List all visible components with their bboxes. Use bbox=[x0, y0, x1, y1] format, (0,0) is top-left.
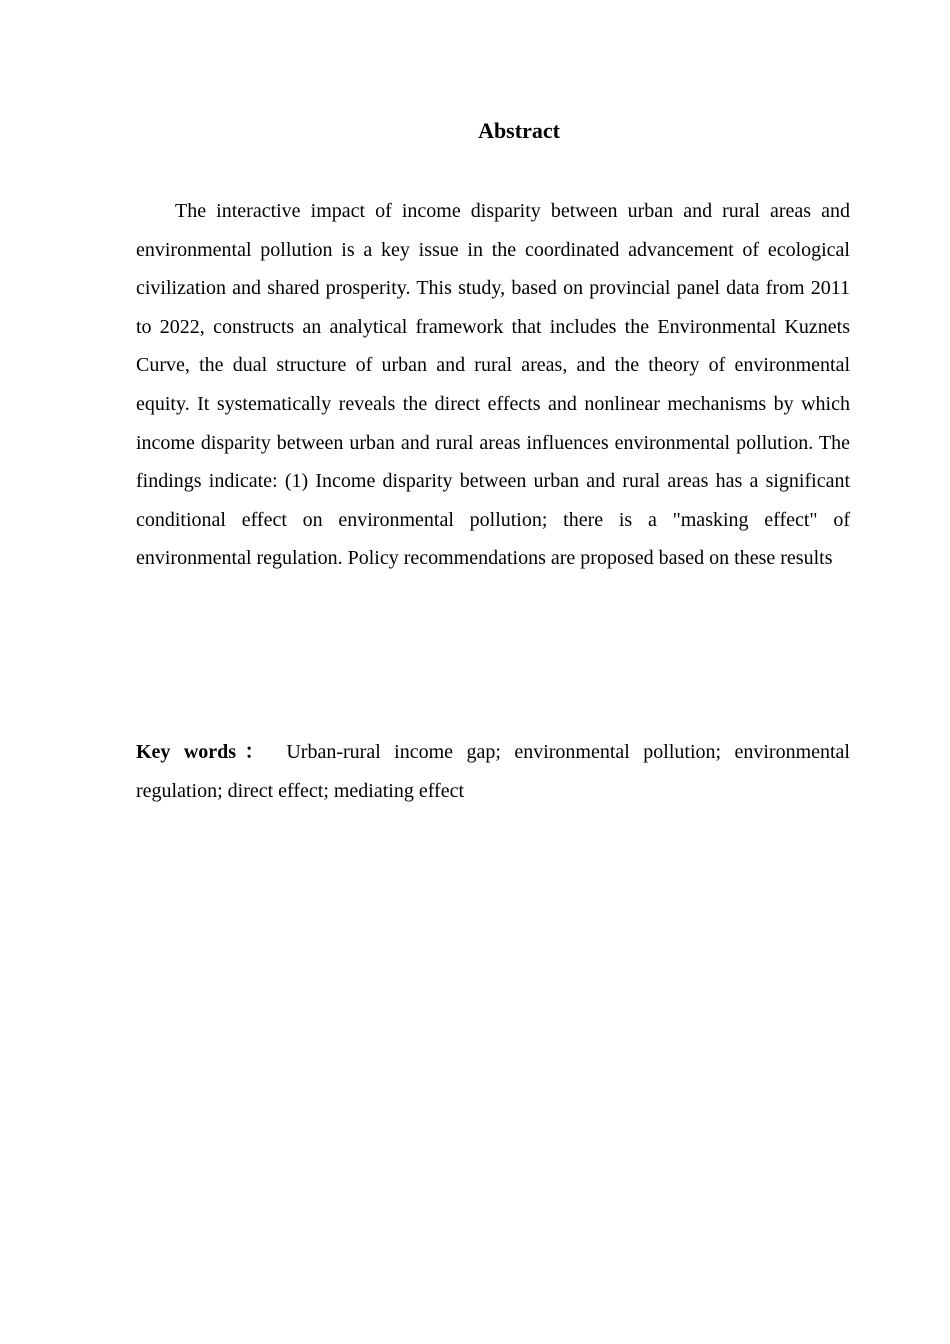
abstract-body: The interactive impact of income disparity between urban and rural areas and environmental pollution is a key issue in the coordinated advancement of ecological civilization and shared prosperity. This study, based on provincial panel data from 2011 to 2022, constructs an analytical framework that includes the Environmental Kuznets Curve, the dual structure of urban and rural areas, and the theory of environmental equity. It systematically reveals the direct effects and nonlinear mechanisms by which income disparity between urban and rural areas influences environmental pollution. The findings indicate: (1) Income disparity between urban and rural areas has a significant conditional effect on environmental pollution; there is a "masking effect" of environmental regulation. Policy recommendations are proposed based on these results bbox=[136, 200, 850, 570]
keywords-text: Urban-rural income gap; environmental pollution; environmental regulation; direct effect; mediating effect bbox=[136, 741, 850, 802]
abstract-heading: Abstract bbox=[478, 118, 560, 143]
keywords-paragraph bbox=[136, 733, 850, 810]
keywords-label: Key words： bbox=[136, 741, 273, 763]
